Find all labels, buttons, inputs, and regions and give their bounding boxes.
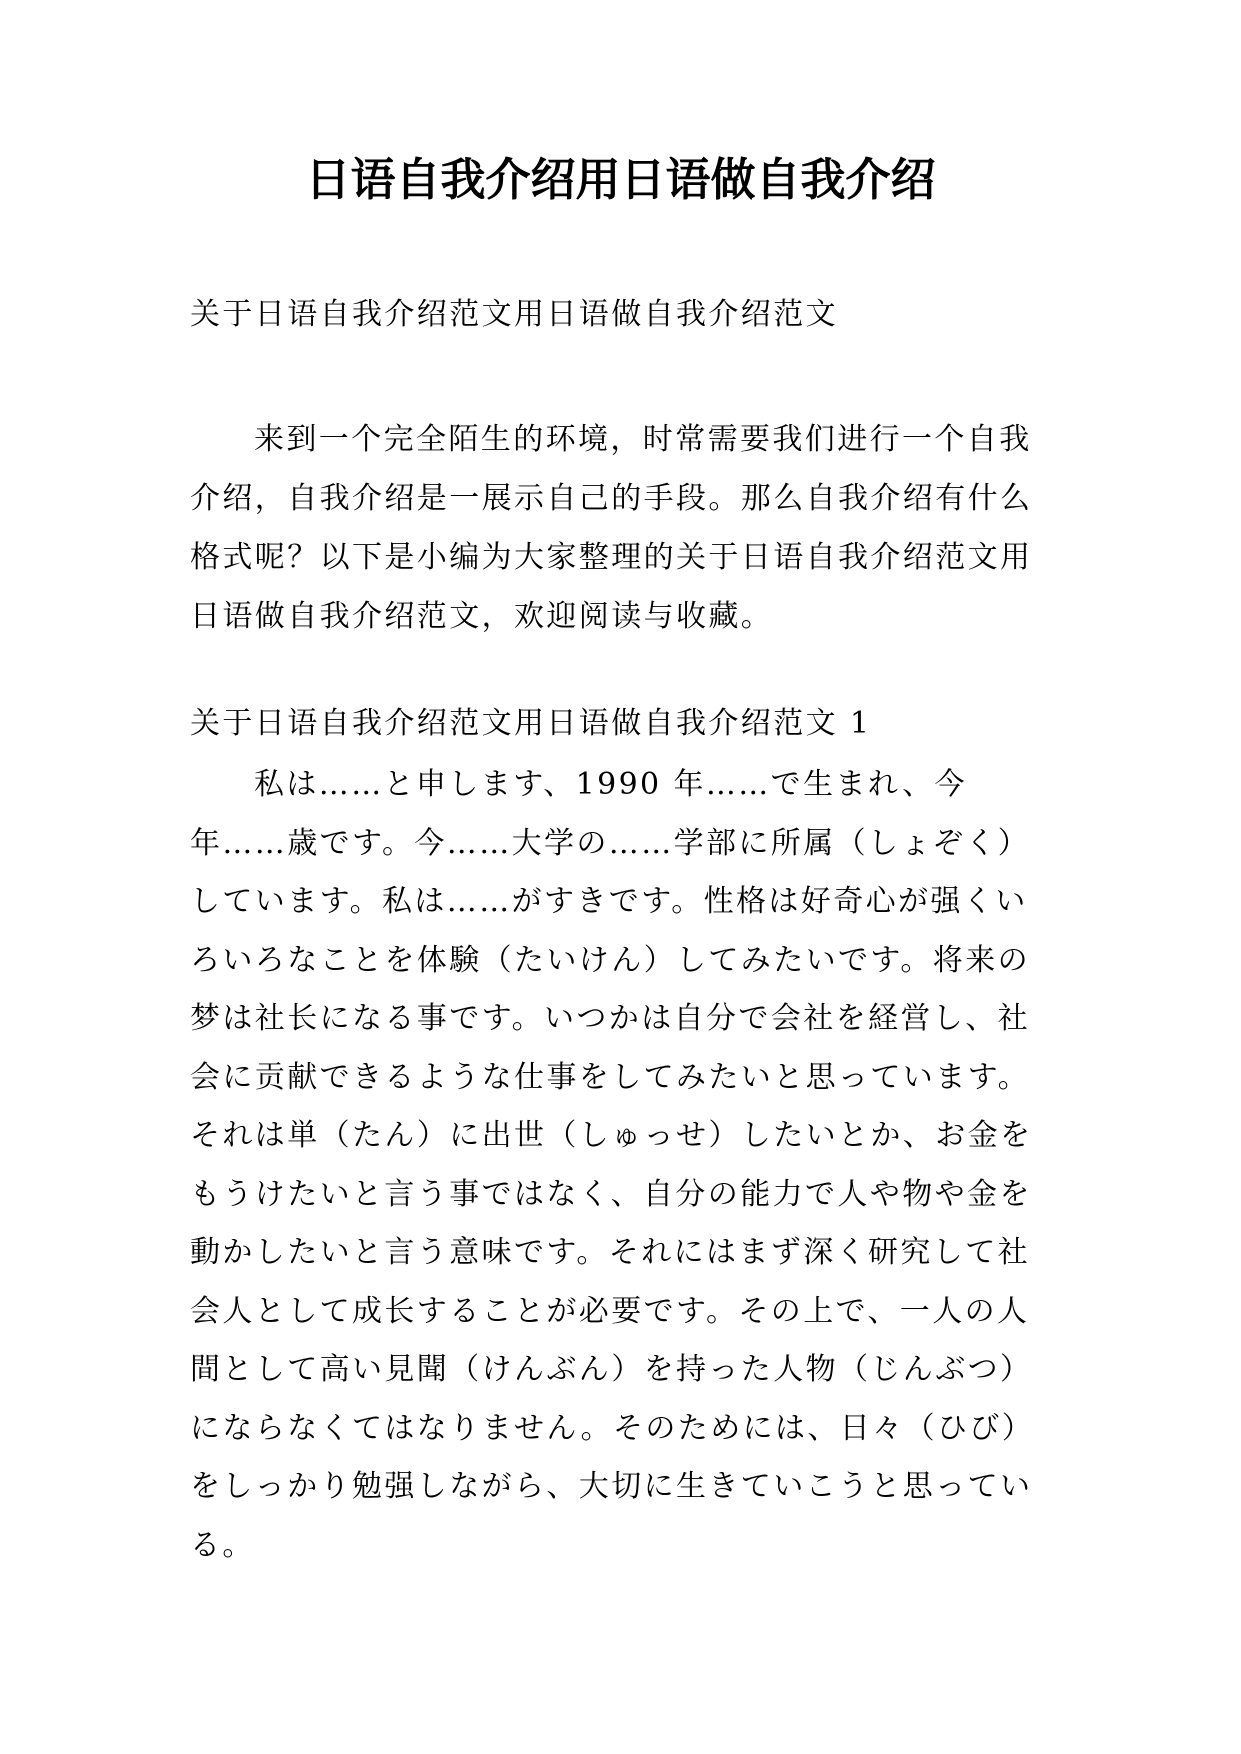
section-body-paragraph: 私は……と申します、1990 年……で生まれ、今年……歳です。今……大学の……学部に所属（しょぞく）しています。私は……がすきです。性格は好奇心が强くいろいろなことを体験（たいけん）してみたいです。将来の梦は社长になる事です。いつかは自分で会社を経営し、社会に贡献できるような仕事をしてみたいと思っています。それは単（たん）に出世（しゅっせ）したいとか、お金をもうけたいと言う事ではなく、自分の能力で人や物や金を動かしたいと言う意味です。それにはまず深く研究して社会人として成长することが必要です。その上で、一人の人間として高い見聞（けんぶん）を持った人物（じんぶつ）にならなくてはなりません。そのためには、日々（ひび）をしっかり勉强しながら、大切に生きていこうと思っている。 xyxy=(190,767,1035,1563)
document-subtitle: 关于日语自我介绍范文用日语做自我介绍范文 xyxy=(190,297,838,332)
intro-paragraph: 来到一个完全陌生的环境，时常需要我们进行一个自我介绍，自我介绍是一展示自己的手段。那么自我介绍有什么格式呢？以下是小编为大家整理的关于日语自我介绍范文用日语做自我介绍范文，欢迎阅读与收藏。 xyxy=(190,422,1033,634)
section-heading: 关于日语自我介绍范文用日语做自我介绍范文 1 xyxy=(190,706,872,741)
page-title: 日语自我介绍用日语做自我介绍 xyxy=(305,153,936,206)
